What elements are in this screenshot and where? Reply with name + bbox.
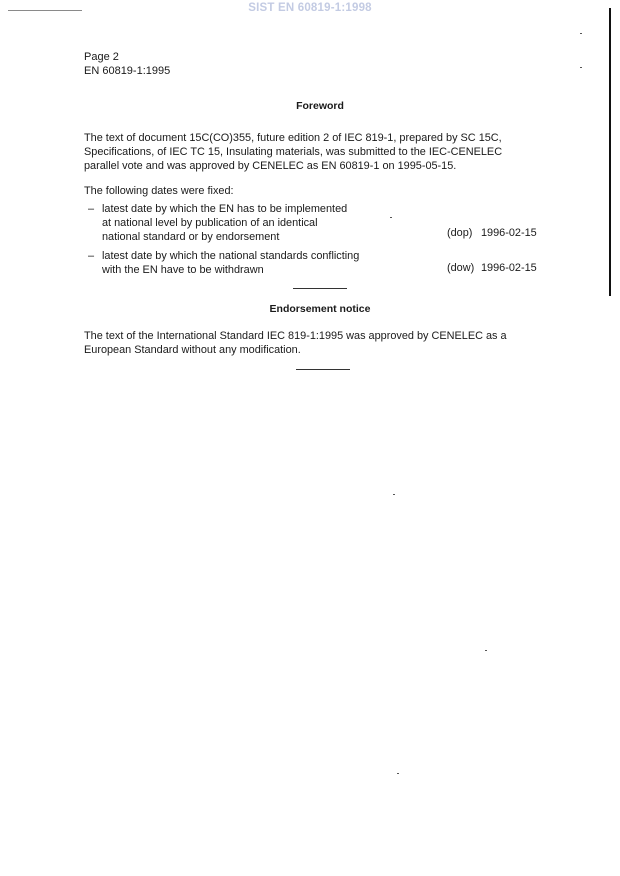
date-code: (dow) [447, 262, 475, 274]
standard-number: EN 60819-1:1995 [84, 64, 171, 77]
date-item-line: national standard or by endorsement [102, 231, 280, 243]
date-value: 1996-02-15 [481, 227, 537, 239]
scan-edge-bar [609, 8, 611, 296]
paragraph-line: The text of document 15C(CO)355, future edition 2 of IEC 819-1, prepared by SC 15C, [84, 132, 502, 144]
section-divider [296, 369, 350, 370]
date-item-dow [88, 249, 558, 277]
paragraph-line: European Standard without any modification. [84, 344, 301, 356]
watermark: SIST EN 60819-1:1998 [248, 2, 372, 14]
date-item-line: latest date by which the national standards conflicting [102, 250, 360, 262]
foreword-heading: Foreword [296, 100, 344, 112]
paragraph-line: Specifications, of IEC TC 15, Insulating materials, was submitted to the IEC-CENELEC [84, 146, 503, 158]
paragraph-line: The text of the International Standard IEC 819-1:1995 was approved by CENELEC as a [84, 330, 507, 342]
date-code: (dop) [447, 227, 473, 239]
page-number: Page 2 [84, 51, 119, 63]
list-dash: – [88, 203, 95, 215]
dates-intro: The following dates were fixed: [84, 185, 234, 197]
date-item-line: latest date by which the EN has to be implemented [102, 203, 348, 215]
foreword-paragraph [84, 131, 564, 173]
date-item-line: at national level by publication of an identical [102, 217, 318, 229]
scan-speck [393, 494, 395, 495]
scan-speck [580, 33, 582, 34]
date-value: 1996-02-15 [481, 262, 537, 274]
date-item-text [102, 202, 347, 244]
list-dash: – [88, 250, 95, 262]
scan-speck [485, 650, 487, 651]
endorsement-heading: Endorsement notice [269, 303, 371, 315]
top-rule [8, 10, 82, 11]
endorsement-paragraph [84, 329, 564, 357]
paragraph-line: parallel vote and was approved by CENELEC as EN 60819-1 on 1995-05-15. [84, 160, 457, 172]
page-header [84, 51, 170, 78]
date-item-line: with the EN have to be withdrawn [102, 264, 264, 276]
section-divider [293, 288, 347, 289]
scan-speck [580, 67, 582, 68]
date-item-text [102, 249, 359, 277]
scan-speck [397, 773, 399, 774]
date-item-dop [88, 202, 558, 244]
